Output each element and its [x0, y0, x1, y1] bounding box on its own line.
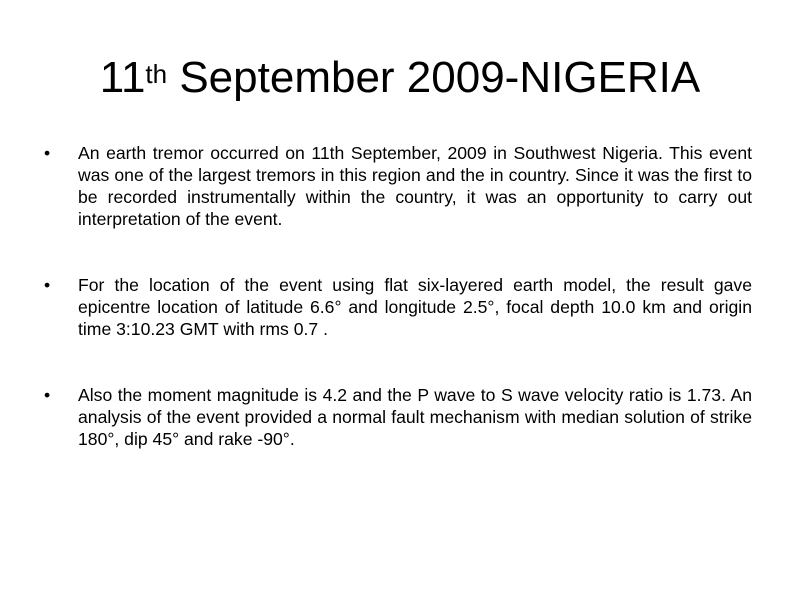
bullet-item — [44, 142, 752, 230]
bullet-text: An earth tremor occurred on 11th September, 2009 in Southwest Nigeria. This event was one of the largest tremors in this region and the in country. Since it was the first to be recorded instrumentally within the country, it was an opportunity to carry out interpretation of the event. — [78, 143, 752, 229]
bullet-item — [44, 274, 752, 340]
bullet-icon: • — [44, 385, 51, 405]
title-prefix: 11 — [99, 53, 146, 102]
bullet-icon: • — [44, 275, 51, 295]
title-superscript: th — [145, 59, 168, 89]
title-suffix: September 2009-NIGERIA — [167, 53, 701, 102]
bullet-text: For the location of the event using flat six-layered earth model, the result gave epicentre location of latitude 6.6° and longitude 2.5°, focal depth 10.0 km and origin time 3:10.23 GMT with rms 0.7 . — [78, 275, 752, 339]
slide-title — [0, 50, 800, 106]
bullet-text: Also the moment magnitude is 4.2 and the P wave to S wave velocity ratio is 1.73. An analysis of the event provided a normal fault mechanism with median solution of strike 180°, dip 45° and rake -90°. — [78, 385, 752, 449]
bullet-item — [44, 384, 752, 450]
bullet-list — [44, 142, 752, 450]
bullet-icon: • — [44, 143, 51, 163]
